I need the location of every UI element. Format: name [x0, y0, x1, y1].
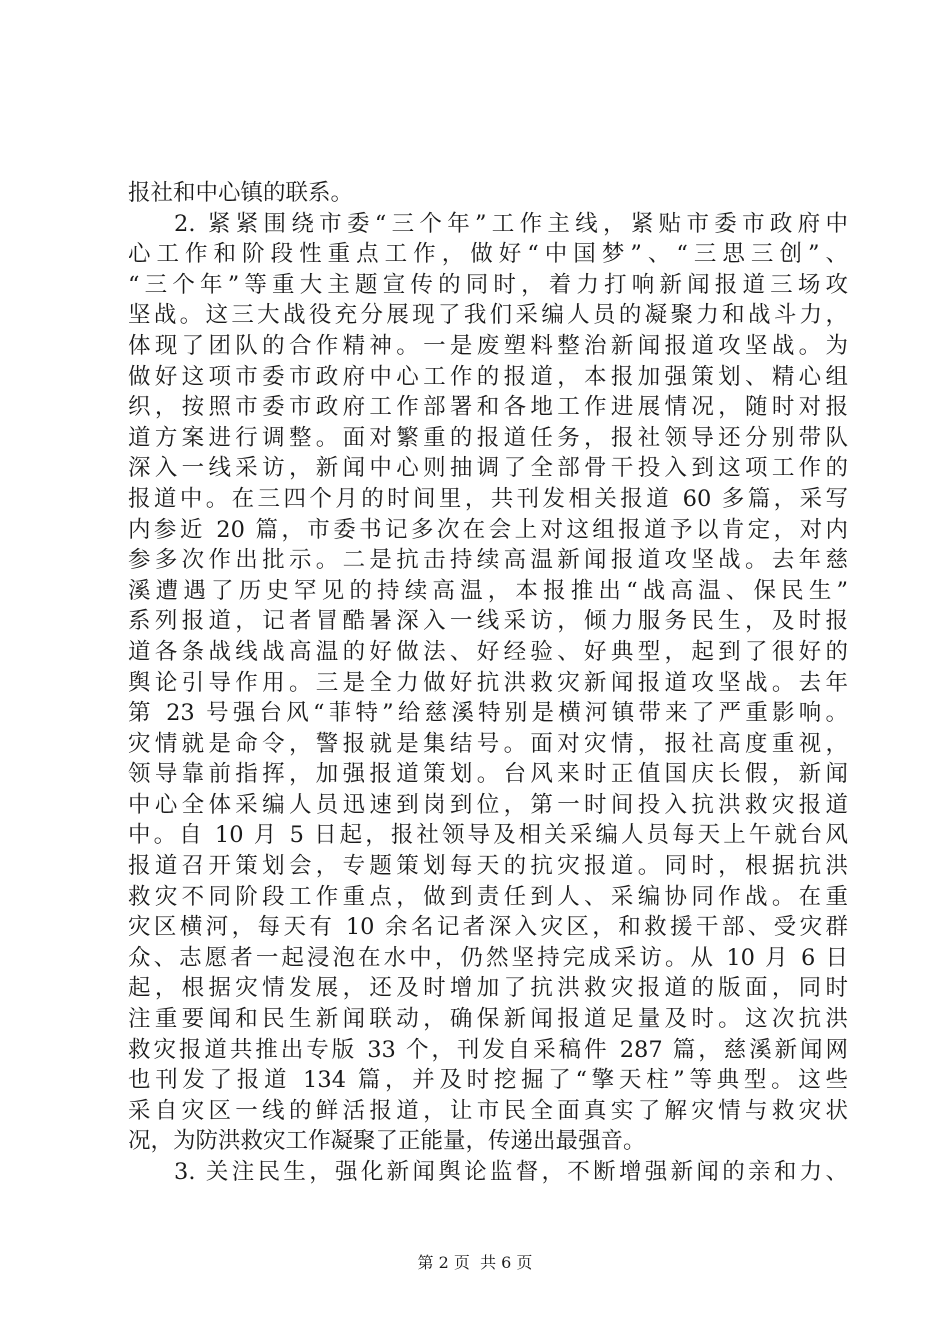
text-line: 深入一线采访，新闻中心则抽调了全部骨干投入到这项工作的 [128, 455, 848, 482]
text-line: 舆论引导作用。三是全力做好抗洪救灾新闻报道攻坚战。去年 [128, 669, 848, 696]
text-line: 系列报道，记者冒酷暑深入一线采访，倾力服务民生，及时报 [128, 608, 848, 635]
text-line: 溪遭遇了历史罕见的持续高温，本报推出“战高温、保民生” [128, 577, 848, 604]
text-line: 注重要闻和民生新闻联动，确保新闻报道足量及时。这次抗洪 [128, 1006, 848, 1033]
text-line: “三个年”等重大主题宣传的同时，着力打响新闻报道三场攻 [128, 271, 848, 298]
page-footer: 第 2 页 共 6 页 [417, 1253, 533, 1272]
text-line: 中心全体采编人员迅速到岗到位，第一时间投入抗洪救灾报道 [128, 791, 848, 818]
paragraph-start-line: 2. 紧紧围绕市委“三个年”工作主线，紧贴市委市政府中 [174, 210, 848, 237]
text-line: 也刊发了报道 134 篇，并及时挖掘了“擎天柱”等典型。这些 [128, 1067, 848, 1094]
text-line: 参多次作出批示。二是抗击持续高温新闻报道攻坚战。去年慈 [128, 547, 848, 574]
text-line: 起，根据灾情发展，还及时增加了抗洪救灾报道的版面，同时 [128, 975, 848, 1002]
text-line: 道各条战线战高温的好做法、好经验、好典型，起到了很好的 [128, 638, 848, 665]
text-line: 道方案进行调整。面对繁重的报道任务，报社领导还分别带队 [128, 424, 848, 451]
text-line: 领导靠前指挥，加强报道策划。台风来时正值国庆长假，新闻 [128, 761, 848, 788]
document-body [128, 178, 848, 1188]
text-line: 采自灾区一线的鲜活报道，让市民全面真实了解灾情与救灾状 [128, 1097, 848, 1124]
text-line: 做好这项市委市政府中心工作的报道，本报加强策划、精心组 [128, 363, 848, 390]
text-line: 救灾不同阶段工作重点，做到责任到人、采编协同作战。在重 [128, 883, 848, 910]
text-line: 第 23 号强台风“菲特”给慈溪特别是横河镇带来了严重影响。 [128, 700, 848, 727]
text-line: 体现了团队的合作精神。一是废塑料整治新闻报道攻坚战。为 [128, 332, 848, 359]
text-line: 中。自 10 月 5 日起，报社领导及相关采编人员每天上午就台风 [128, 822, 848, 849]
text-line: 报道中。在三四个月的时间里，共刊发相关报道 60 多篇，采写 [128, 485, 848, 512]
text-line: 救灾报道共推出专版 33 个，刊发自采稿件 287 篇，慈溪新闻网 [128, 1036, 848, 1063]
text-line: 况，为防洪救灾工作凝聚了正能量，传递出最强音。 [128, 1128, 646, 1155]
text-line: 灾情就是命令，警报就是集结号。面对灾情，报社高度重视， [128, 730, 848, 757]
text-line: 织，按照市委市政府工作部署和各地工作进展情况，随时对报 [128, 394, 848, 421]
text-line: 众、志愿者一起浸泡在水中，仍然坚持完成采访。从 10 月 6 日 [128, 944, 848, 971]
text-line: 内参近 20 篇，市委书记多次在会上对这组报道予以肯定，对内 [128, 516, 848, 543]
paragraph-start-line: 3. 关注民生，强化新闻舆论监督，不断增强新闻的亲和力、 [174, 1159, 848, 1185]
text-line: 心工作和阶段性重点工作，做好“中国梦”、“三思三创”、 [128, 241, 848, 268]
text-line: 灾区横河，每天有 10 余名记者深入灾区，和救援干部、受灾群 [128, 914, 848, 941]
text-line: 坚战。这三大战役充分展现了我们采编人员的凝聚力和战斗力， [128, 302, 848, 329]
text-line: 报道召开策划会，专题策划每天的抗灾报道。同时，根据抗洪 [128, 853, 848, 880]
text-line: 报社和中心镇的联系。 [128, 180, 354, 206]
